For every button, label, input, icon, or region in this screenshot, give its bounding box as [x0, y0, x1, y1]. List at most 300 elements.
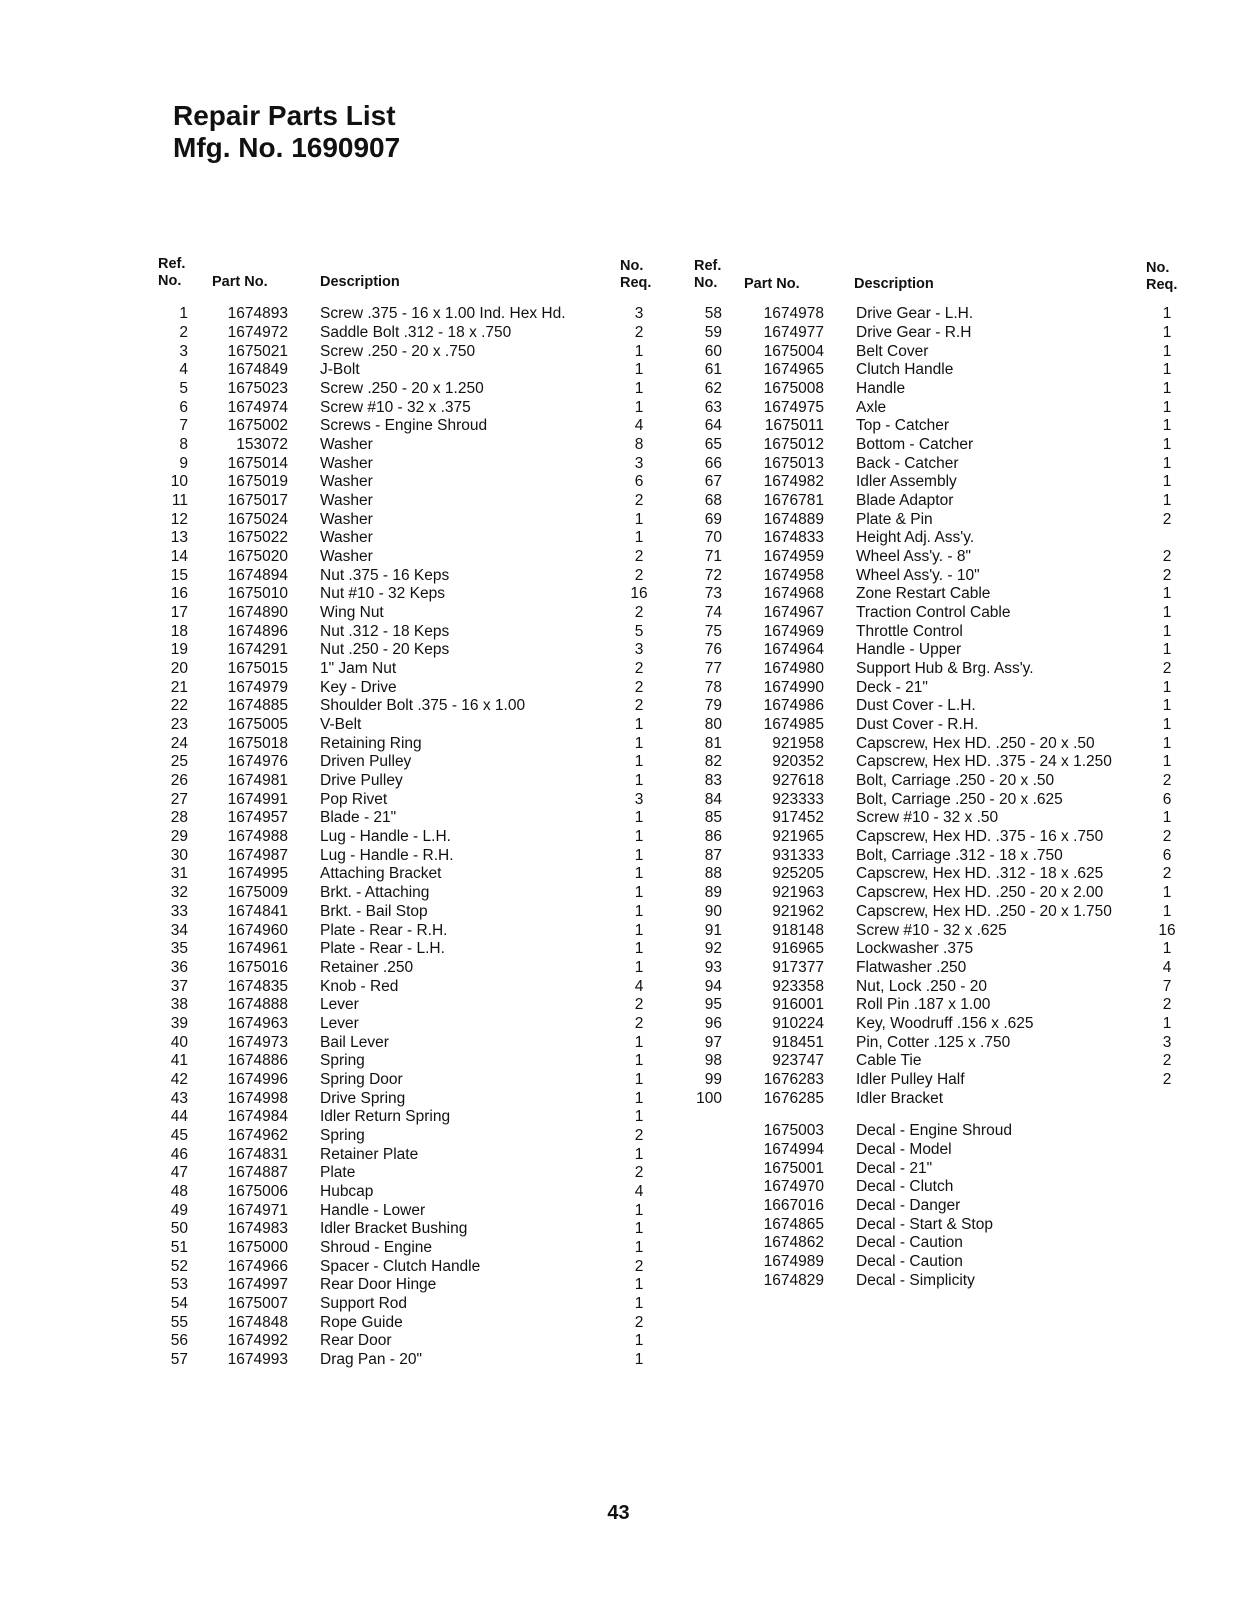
part-number: 1674970	[763, 1178, 824, 1196]
ref-header-line2: No.	[694, 275, 718, 291]
table-row	[682, 828, 1178, 847]
part-description: Back - Catcher	[856, 454, 959, 472]
table-row	[682, 548, 1178, 567]
table-row	[682, 380, 1178, 399]
quantity-required: 1	[634, 716, 644, 734]
ref-number: 17	[170, 604, 188, 622]
part-description: Decal - Caution	[856, 1234, 963, 1252]
part-description: Drive Gear - R.H	[856, 324, 972, 341]
table-row	[722, 1215, 1012, 1234]
table-row	[150, 884, 650, 903]
table-row	[682, 417, 1178, 436]
part-number: 1674990	[763, 678, 824, 696]
table-row	[682, 753, 1178, 772]
ref-number: 98	[704, 1052, 722, 1070]
table-row	[682, 959, 1178, 978]
part-description: Spring Door	[320, 1070, 403, 1088]
part-description: Decal - Simplicity	[856, 1271, 975, 1289]
ref-number: 77	[704, 660, 722, 678]
part-number: 1675019	[227, 473, 288, 491]
part-description: Wing Nut	[320, 604, 384, 622]
part-description: Key - Drive	[320, 678, 397, 696]
table-row	[150, 1183, 650, 1202]
part-no-header: Part No.	[212, 274, 268, 290]
part-number: 921963	[772, 884, 824, 902]
ref-number: 74	[704, 604, 722, 622]
part-description: Lever	[320, 996, 359, 1014]
ref-number: 3	[179, 342, 188, 360]
part-description: Bottom - Catcher	[856, 436, 974, 454]
part-description: 1" Jam Nut	[320, 660, 397, 678]
part-number: 917377	[772, 958, 824, 976]
part-number: 921962	[772, 902, 824, 920]
quantity-required: 1	[1162, 361, 1172, 379]
part-description: Capscrew, Hex HD. .312 - 18 x .625	[856, 865, 1104, 883]
quantity-required: 1	[1162, 809, 1172, 827]
part-number: 927618	[772, 772, 824, 790]
quantity-required: 2	[634, 604, 644, 622]
ref-number: 99	[704, 1070, 722, 1088]
ref-number: 23	[170, 716, 188, 734]
ref-number: 57	[170, 1350, 188, 1368]
ref-number: 56	[170, 1332, 188, 1350]
quantity-required: 3	[634, 305, 644, 323]
part-description: Plate	[320, 1164, 356, 1182]
quantity-required: 1	[1162, 492, 1172, 510]
part-description: Handle - Lower	[320, 1201, 426, 1219]
table-row	[722, 1271, 1012, 1290]
part-number: 1674996	[227, 1070, 288, 1088]
part-description: J-Bolt	[320, 361, 360, 379]
part-number: 1674983	[227, 1220, 288, 1238]
table-row	[682, 342, 1178, 361]
ref-number: 75	[704, 622, 722, 640]
parts-table-left	[150, 305, 650, 1369]
part-description: Decal - Start & Stop	[856, 1215, 993, 1233]
part-number: 1674957	[227, 809, 288, 827]
ref-header	[694, 258, 721, 292]
ref-number: 19	[170, 641, 188, 659]
quantity-required: 2	[634, 1313, 644, 1331]
part-description: Washer	[320, 548, 373, 566]
part-number: 916001	[772, 996, 824, 1014]
quantity-required: 8	[634, 436, 644, 454]
part-number: 1674979	[227, 678, 288, 696]
table-row	[150, 697, 650, 716]
ref-number: 27	[170, 790, 188, 808]
table-row	[682, 473, 1178, 492]
part-description: Driven Pulley	[320, 753, 412, 771]
part-number: 1674975	[763, 398, 824, 416]
ref-number: 25	[170, 753, 188, 771]
part-number: 1674988	[227, 828, 288, 846]
ref-number: 66	[704, 454, 722, 472]
part-number: 1674989	[763, 1253, 824, 1271]
table-row	[722, 1253, 1012, 1272]
table-row	[682, 1071, 1178, 1090]
table-row	[150, 846, 650, 865]
part-description: Idler Pulley Half	[856, 1070, 965, 1088]
ref-number: 52	[170, 1257, 188, 1275]
ref-number: 92	[704, 940, 722, 958]
part-number: 1676285	[763, 1089, 824, 1107]
part-description: Bolt, Carriage .250 - 20 x .50	[856, 772, 1055, 790]
quantity-required: 16	[630, 585, 648, 603]
part-description: Idler Bracket	[856, 1089, 944, 1107]
quantity-required: 1	[1162, 305, 1172, 323]
table-row	[682, 436, 1178, 455]
part-number: 1674893	[227, 305, 288, 323]
page-title	[173, 100, 400, 164]
parts-table-right	[682, 305, 1178, 1108]
part-description: Clutch Handle	[856, 361, 954, 379]
ref-number: 73	[704, 585, 722, 603]
table-row	[682, 940, 1178, 959]
req-header	[620, 258, 651, 292]
table-row	[150, 548, 650, 567]
part-description: Plate & Pin	[856, 510, 933, 528]
part-number: 917452	[772, 809, 824, 827]
ref-number: 94	[704, 977, 722, 995]
quantity-required: 1	[1162, 940, 1172, 958]
part-number: 925205	[772, 865, 824, 883]
table-row	[150, 1089, 650, 1108]
table-row	[150, 398, 650, 417]
ref-number: 20	[170, 660, 188, 678]
table-row	[150, 1313, 650, 1332]
part-description: Spring	[320, 1126, 365, 1144]
quantity-required: 1	[1162, 753, 1172, 771]
ref-number: 36	[170, 958, 188, 976]
table-row	[150, 1033, 650, 1052]
table-row	[722, 1141, 1012, 1160]
part-description: Brkt. - Bail Stop	[320, 902, 428, 920]
table-row	[150, 678, 650, 697]
part-description: Washer	[320, 454, 373, 472]
ref-number: 39	[170, 1014, 188, 1032]
quantity-required: 1	[634, 1294, 644, 1312]
quantity-required: 2	[634, 996, 644, 1014]
table-row	[682, 996, 1178, 1015]
part-number: 916965	[772, 940, 824, 958]
part-number: 923358	[772, 977, 824, 995]
part-number: 1674835	[227, 977, 288, 995]
quantity-required: 2	[634, 697, 644, 715]
quantity-required: 2	[1162, 772, 1172, 790]
quantity-required: 1	[1162, 436, 1172, 454]
table-row	[150, 454, 650, 473]
table-row	[682, 865, 1178, 884]
quantity-required: 2	[1162, 510, 1172, 528]
ref-number: 88	[704, 865, 722, 883]
parts-table-left-body	[150, 305, 650, 1369]
ref-number: 50	[170, 1220, 188, 1238]
quantity-required: 1	[1162, 454, 1172, 472]
part-number: 1674964	[763, 641, 824, 659]
part-number: 1674960	[227, 921, 288, 939]
part-description: Rope Guide	[320, 1313, 403, 1331]
part-number: 1674831	[227, 1145, 288, 1163]
quantity-required: 2	[634, 678, 644, 696]
ref-number: 62	[704, 380, 722, 398]
part-number: 1675020	[227, 548, 288, 566]
ref-number: 14	[170, 548, 188, 566]
table-row	[722, 1159, 1012, 1178]
part-number: 1674888	[227, 996, 288, 1014]
table-row	[150, 1127, 650, 1146]
table-row	[722, 1122, 1012, 1141]
part-description: Knob - Red	[320, 977, 399, 995]
part-number: 1674969	[763, 622, 824, 640]
quantity-required: 1	[634, 1145, 644, 1163]
table-row	[150, 1071, 650, 1090]
table-row	[682, 566, 1178, 585]
table-row	[150, 1351, 650, 1370]
part-description: Screw #10 - 32 x .625	[856, 921, 1007, 939]
quantity-required: 5	[634, 622, 644, 640]
part-number: 1674965	[763, 361, 824, 379]
part-description: Capscrew, Hex HD. .250 - 20 x .50	[856, 734, 1095, 752]
part-number: 1674985	[763, 716, 824, 734]
ref-number: 89	[704, 884, 722, 902]
table-row	[150, 1239, 650, 1258]
ref-number: 38	[170, 996, 188, 1014]
table-row	[150, 1015, 650, 1034]
table-row	[682, 324, 1178, 343]
part-number: 1674958	[763, 566, 824, 584]
quantity-required: 2	[634, 1164, 644, 1182]
quantity-required: 1	[1162, 324, 1172, 341]
ref-number: 48	[170, 1182, 188, 1200]
ref-number: 97	[704, 1033, 722, 1051]
table-row	[682, 921, 1178, 940]
table-row	[682, 361, 1178, 380]
part-number: 1675017	[227, 492, 288, 510]
table-row	[682, 529, 1178, 548]
table-row	[150, 1164, 650, 1183]
part-number: 1674896	[227, 622, 288, 640]
quantity-required: 2	[1162, 828, 1172, 846]
ref-number: 69	[704, 510, 722, 528]
title-line-1: Repair Parts List	[173, 100, 396, 131]
part-number: 1674862	[763, 1234, 824, 1252]
table-row	[682, 697, 1178, 716]
quantity-required: 2	[1162, 996, 1172, 1014]
part-number: 1675001	[763, 1159, 824, 1177]
part-number: 1674978	[763, 305, 824, 323]
table-row	[682, 884, 1178, 903]
part-number: 1675009	[227, 884, 288, 902]
part-number: 1674865	[763, 1215, 824, 1233]
quantity-required: 1	[634, 1052, 644, 1070]
ref-number: 43	[170, 1089, 188, 1107]
part-number: 918148	[772, 921, 824, 939]
table-row	[150, 1276, 650, 1295]
quantity-required: 6	[1162, 846, 1172, 864]
ref-number: 96	[704, 1014, 722, 1032]
table-row	[150, 1201, 650, 1220]
quantity-required: 1	[1162, 884, 1172, 902]
quantity-required: 6	[1162, 790, 1172, 808]
ref-number: 26	[170, 772, 188, 790]
part-number: 920352	[772, 753, 824, 771]
table-row	[150, 921, 650, 940]
ref-header-line1: Ref.	[158, 256, 186, 272]
ref-header	[158, 256, 185, 290]
table-row	[682, 809, 1178, 828]
part-description: Nut, Lock .250 - 20	[856, 977, 987, 995]
quantity-required: 3	[634, 641, 644, 659]
ref-number: 28	[170, 809, 188, 827]
part-description: Screw .250 - 20 x .750	[320, 342, 476, 360]
part-description: Traction Control Cable	[856, 604, 1011, 622]
part-description: Plate - Rear - R.H.	[320, 921, 448, 939]
ref-number: 51	[170, 1238, 188, 1256]
table-row	[150, 1220, 650, 1239]
quantity-required: 1	[1162, 716, 1172, 734]
table-row	[682, 660, 1178, 679]
part-description: Retaining Ring	[320, 734, 422, 752]
quantity-required: 2	[1162, 1052, 1172, 1070]
table-row	[150, 809, 650, 828]
part-number: 1674829	[763, 1271, 824, 1289]
part-description: Capscrew, Hex HD. .250 - 20 x 2.00	[856, 884, 1104, 902]
table-row	[150, 1295, 650, 1314]
table-row	[682, 585, 1178, 604]
part-number: 910224	[772, 1014, 824, 1032]
part-number: 1675018	[227, 734, 288, 752]
part-number: 921958	[772, 734, 824, 752]
ref-number: 41	[170, 1052, 188, 1070]
quantity-required: 1	[1162, 697, 1172, 715]
part-number: 1675005	[227, 716, 288, 734]
part-number: 1674959	[763, 548, 824, 566]
part-description: Retainer Plate	[320, 1145, 419, 1163]
table-row	[682, 1089, 1178, 1108]
part-description: Key, Woodruff .156 x .625	[856, 1014, 1034, 1032]
part-number: 1675011	[764, 417, 824, 435]
ref-number: 76	[704, 641, 722, 659]
part-number: 1674991	[227, 790, 288, 808]
quantity-required: 1	[634, 1033, 644, 1051]
table-row	[150, 1332, 650, 1351]
table-row	[150, 529, 650, 548]
ref-number: 90	[704, 902, 722, 920]
quantity-required: 1	[634, 510, 644, 528]
part-number: 1674849	[227, 361, 288, 379]
req-header-line2: Req.	[1146, 277, 1178, 293]
ref-number: 47	[170, 1164, 188, 1182]
ref-number: 53	[170, 1276, 188, 1294]
table-row	[150, 436, 650, 455]
part-description: Screw #10 - 32 x .375	[320, 398, 471, 416]
table-row	[150, 977, 650, 996]
title-line-2: Mfg. No. 1690907	[173, 132, 401, 163]
req-header-line2: Req.	[620, 275, 652, 291]
ref-number: 21	[170, 678, 188, 696]
part-number: 1676283	[763, 1070, 824, 1088]
part-number: 1674984	[227, 1108, 288, 1126]
part-number: 1674976	[227, 753, 288, 771]
ref-number: 13	[170, 529, 188, 547]
quantity-required: 3	[1162, 1033, 1172, 1051]
table-row	[150, 996, 650, 1015]
quantity-required: 1	[1162, 678, 1172, 696]
quantity-required: 1	[634, 958, 644, 976]
ref-number: 44	[170, 1108, 188, 1126]
quantity-required: 1	[634, 342, 644, 360]
ref-number: 16	[170, 585, 188, 603]
ref-number: 35	[170, 940, 188, 958]
part-number: 1675021	[227, 342, 288, 360]
page-number: 43	[607, 1502, 630, 1524]
part-number: 1674973	[227, 1033, 288, 1051]
ref-number: 18	[170, 622, 188, 640]
ref-number: 79	[704, 697, 722, 715]
part-number: 1674971	[227, 1201, 288, 1219]
ref-number: 15	[170, 566, 188, 584]
part-number: 1674833	[763, 529, 824, 547]
part-number: 1676781	[763, 492, 824, 510]
ref-number: 85	[704, 809, 722, 827]
table-row	[682, 846, 1178, 865]
ref-number: 33	[170, 902, 188, 920]
quantity-required: 4	[634, 977, 644, 995]
ref-number: 42	[170, 1070, 188, 1088]
ref-number: 95	[704, 996, 722, 1014]
part-description: Handle	[856, 380, 906, 398]
table-row	[682, 977, 1178, 996]
table-row	[682, 734, 1178, 753]
ref-number: 37	[170, 977, 188, 995]
part-description: Rear Door	[320, 1332, 392, 1350]
part-number: 1675022	[227, 529, 288, 547]
part-number: 1674886	[227, 1052, 288, 1070]
part-description: Belt Cover	[856, 342, 929, 360]
part-number: 1674980	[763, 660, 824, 678]
part-description: Bail Lever	[320, 1033, 389, 1051]
quantity-required: 1	[634, 884, 644, 902]
part-number: 153072	[236, 436, 288, 454]
quantity-required: 1	[634, 846, 644, 864]
decals-table-body	[722, 1122, 1012, 1290]
part-description: Nut .375 - 16 Keps	[320, 566, 450, 584]
quantity-required	[1156, 529, 1178, 548]
quantity-required: 1	[634, 1108, 644, 1126]
part-number: 1674997	[227, 1276, 288, 1294]
part-number: 1674993	[227, 1350, 288, 1368]
quantity-required: 1	[634, 1220, 644, 1238]
table-row	[150, 342, 650, 361]
part-number: 1667016	[763, 1197, 824, 1215]
part-number: 921965	[772, 828, 824, 846]
part-description: Capscrew, Hex HD. .375 - 24 x 1.250	[856, 753, 1112, 771]
part-description: Blade Adaptor	[856, 492, 954, 510]
quantity-required: 3	[634, 454, 644, 472]
part-description: Lever	[320, 1014, 359, 1032]
ref-number: 6	[179, 398, 188, 416]
table-row	[150, 1052, 650, 1071]
part-description: Spring	[320, 1052, 365, 1070]
ref-number: 65	[704, 436, 722, 454]
quantity-required: 1	[634, 1350, 644, 1368]
part-description: Flatwasher .250	[856, 958, 967, 976]
req-header-line1: No.	[620, 258, 644, 274]
part-description: Support Hub & Brg. Ass'y.	[856, 660, 1034, 678]
part-description: Axle	[856, 398, 887, 416]
quantity-required: 1	[1162, 585, 1172, 603]
part-description: Drag Pan - 20"	[320, 1350, 422, 1368]
